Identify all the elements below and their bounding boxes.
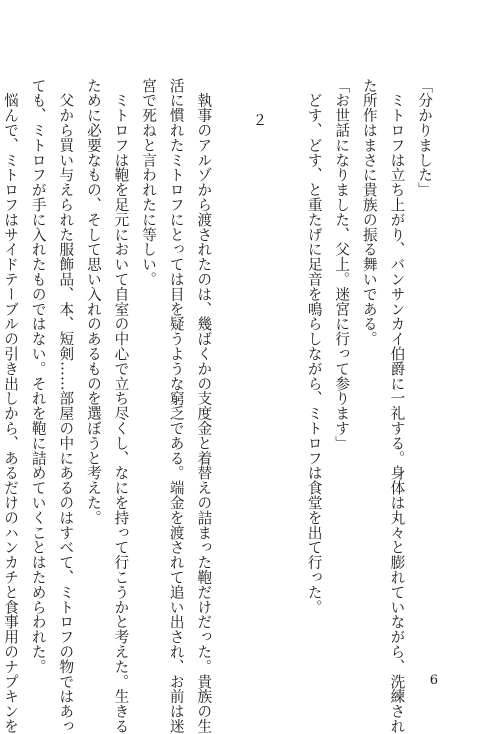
text-line-14: ても、ミトロフが手に入れたものではない。それを鞄に詰めていくことはためらわれた。 <box>29 78 47 674</box>
text-line-13: 父から買い与えられた服飾品、本、短剣……部屋の中にあるのはすべて、ミトロフの物ではあっ <box>57 78 75 734</box>
vertical-text-block <box>0 78 438 734</box>
text-line-2: ミトロフは立ち上がり、バンサンカイ伯爵に一礼する。身体は丸々と膨れていながら、洗練され <box>388 78 406 734</box>
blank-line <box>217 78 245 646</box>
page-number: 6 <box>429 673 438 688</box>
blank-line <box>272 78 300 646</box>
text-line-10: 宮で死ねと言われたに等しい。 <box>140 78 158 287</box>
text-line-5: どす、どす、と重たげに足音を鳴らしながら、ミトロフは食堂を出て行った。 <box>305 78 323 615</box>
text-line-9: 活に慣れたミトロフにとっては目を疑うような窮乏である。端金を渡されて追い出され、お前は迷 <box>167 78 185 734</box>
text-line-3: た所作はまさに貴族の振る舞いである。 <box>360 78 378 347</box>
text-line-15: 悩んで、ミトロフはサイドテーブルの引き出しから、あるだけのハンカチと食事用のナプキンを <box>2 78 20 734</box>
text-line-11: ミトロフは鞄を足元において自室の中心で立ち尽くし、なにを持って行こうかと考えた。生きる <box>112 78 130 734</box>
text-line-12: ために必要なもの、そして思い入れのあるものを選ぼうと考えた。 <box>84 78 102 525</box>
section-number: ２ <box>250 112 268 127</box>
text-line-1: 「分かりました」 <box>416 78 433 198</box>
text-line-8: 執事のアルゾから渡されたのは、幾ばくかの支度金と着替えの詰まった鞄だけだった。貴族の生 <box>195 78 213 734</box>
text-line-4: 「お世話になりました、父上。迷宮に行って参ります」 <box>333 78 351 451</box>
